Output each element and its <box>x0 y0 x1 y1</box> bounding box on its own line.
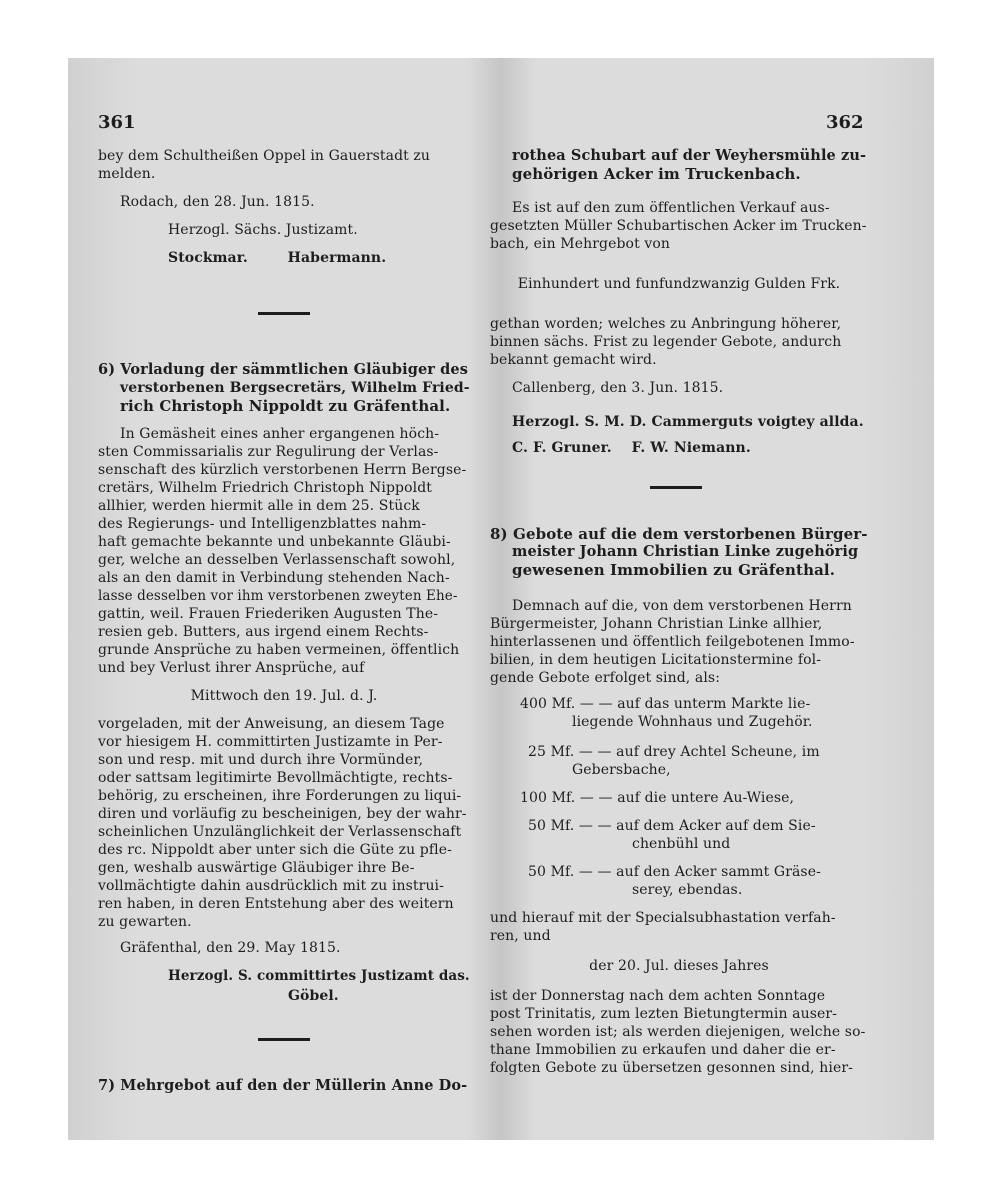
text-line: scheinlichen Unzulänglichkeit der Verlassenschaft <box>98 824 462 840</box>
text-line: resien geb. Butters, aus irgend einem Rechts- <box>98 624 429 640</box>
text-line: ren haben, in deren Entstehung aber des weitern <box>98 896 454 912</box>
text-line: son und resp. mit und durch ihre Vormünder, <box>98 752 424 768</box>
signature-names: C. F. Gruner. F. W. Niemann. <box>512 440 751 456</box>
text-line: In Gemäsheit eines anher ergangenen höch- <box>120 426 440 442</box>
bid-item: 50 Mf. — — auf den Acker sammt Gräse- <box>528 864 821 880</box>
section-heading: verstorbenen Bergsecretärs, Wilhelm Fried- <box>120 380 470 396</box>
section-heading: gehörigen Acker im Truckenbach. <box>512 165 801 183</box>
bid-item: 25 Mf. — — auf drey Achtel Scheune, im <box>528 744 820 760</box>
text-line: gesetzten Müller Schubartischen Acker im Trucken- <box>490 218 867 234</box>
text-line: Demnach auf die, von dem verstorbenen Herrn <box>512 598 852 614</box>
text-line: haft gemachte bekannte und unbekannte Gläubi- <box>98 534 451 550</box>
text-line: bey dem Schultheißen Oppel in Gauerstadt zu <box>98 148 431 164</box>
text-line: binnen sächs. Frist zu legender Gebote, andurch <box>490 334 842 350</box>
bid-item-cont: Gebersbache, <box>572 762 671 778</box>
text-line: post Trinitatis, zum lezten Bietungtermin auser- <box>490 1006 837 1022</box>
bid-item: 100 Mf. — — auf die untere Au-Wiese, <box>520 790 795 806</box>
text-line: vollmächtigte dahin ausdrücklich mit zu instrui- <box>98 878 444 894</box>
signature-names: Stockmar. Habermann. <box>168 250 387 266</box>
text-line: allhier, werden hiermit alle in dem 25. Stück <box>98 498 420 514</box>
text-line: des rc. Nippoldt aber unter sich die Güte zu pfle- <box>98 842 452 858</box>
text-line: gethan worden; welches zu Anbringung höherer, <box>490 316 842 332</box>
text-line: behörig, zu erscheinen, ihre Forderungen zu liqui- <box>98 788 462 804</box>
text-line: des Regierungs- und Intelligenzblattes nahm- <box>98 516 427 532</box>
section-divider <box>650 486 702 489</box>
section-heading: rich Christoph Nippoldt zu Gräfenthal. <box>120 397 451 415</box>
section-heading: gewesenen Immobilien zu Gräfenthal. <box>512 561 836 579</box>
text-line: vorgeladen, mit der Anweisung, an diesem Tage <box>98 716 445 732</box>
text-line: und hierauf mit der Specialsubhastation verfah- <box>490 910 836 926</box>
bid-item-cont: serey, ebendas. <box>632 882 743 898</box>
term-date: der 20. Jul. dieses Jahres <box>589 958 769 974</box>
text-line: lasse desselben vor ihm verstorbenen zweyten Ehe- <box>98 588 458 604</box>
bid-amount: Einhundert und funfundzwanzig Gulden Frk. <box>517 276 841 292</box>
text-line: gen, weshalb auswärtige Gläubiger ihre Be- <box>98 860 415 876</box>
text-line: ger, welche an desselben Verlassenschaft sowohl, <box>98 552 456 568</box>
section-divider <box>258 1038 310 1041</box>
section-divider <box>258 312 310 315</box>
text-line: sten Commissarialis zur Regulirung der Verlas- <box>98 444 439 460</box>
bid-item: 400 Mf. — — auf das unterm Markte lie- <box>520 696 811 712</box>
text-line: bekannt gemacht wird. <box>490 352 657 368</box>
text-line: sehen worden ist; als werden diejenigen, welche so- <box>490 1024 866 1040</box>
text-line: folgten Gebote zu übersetzen gesonnen sind, hier- <box>490 1060 853 1076</box>
section-heading: meister Johann Christian Linke zugehörig <box>512 543 859 560</box>
text-line: vor hiesigem H. committirten Justizamte in Per- <box>98 734 443 750</box>
text-line: als an den damit in Verbindung stehenden Nach- <box>98 570 450 586</box>
text-line: cretärs, Wilhelm Friedrich Christoph Nippoldt <box>98 480 432 496</box>
signature-office: Herzogl. S. committirtes Justizamt das. <box>168 968 470 984</box>
signature-office: Herzogl. S. M. D. Cammerguts voigtey allda. <box>512 414 864 430</box>
place-date: Rodach, den 28. Jun. 1815. <box>120 194 315 210</box>
section-heading: 6) Vorladung der sämmtlichen Gläubiger des <box>98 361 468 378</box>
place-date: Gräfenthal, den 29. May 1815. <box>120 940 341 956</box>
section-heading: 8) Gebote auf die dem verstorbenen Bürger- <box>490 525 868 543</box>
place-date: Callenberg, den 3. Jun. 1815. <box>512 380 724 396</box>
text-line: ren, und <box>490 928 551 944</box>
text-line: thane Immobilien zu erkaufen und daher die er- <box>490 1042 836 1058</box>
text-line: zu gewarten. <box>98 914 192 930</box>
text-line: Es ist auf den zum öffentlichen Verkauf aus- <box>512 200 830 216</box>
text-line: diren und vorläufig zu bescheinigen, bey der wahr- <box>98 806 467 822</box>
text-line: hinterlassenen und öffentlich feilgebotenen Immo- <box>490 634 855 650</box>
text-line: gende Gebote erfolget sind, als: <box>490 670 721 686</box>
bid-item-cont: chenbühl und <box>632 836 731 852</box>
bid-item: 50 Mf. — — auf dem Acker auf dem Sie- <box>528 818 816 834</box>
text-line: und bey Verlust ihrer Ansprüche, auf <box>98 660 365 676</box>
text-line: bilien, in dem heutigen Licitationstermine fol- <box>490 652 822 668</box>
text-line: oder sattsam legitimirte Bevollmächtigte, rechts- <box>98 770 453 786</box>
text-line: Bürgermeister, Johann Christian Linke allhier, <box>490 616 823 632</box>
signature-names: Göbel. <box>288 988 339 1004</box>
text-line: bach, ein Mehrgebot von <box>490 236 670 252</box>
section-heading: 7) Mehrgebot auf den der Müllerin Anne Do- <box>98 1077 468 1094</box>
text-line: grunde Ansprüche zu haben vermeinen, öffentlich <box>98 642 460 658</box>
signature-office: Herzogl. Sächs. Justizamt. <box>168 222 358 238</box>
section-heading: rothea Schubart auf der Weyhersmühle zu- <box>512 147 867 164</box>
bid-item-cont: liegende Wohnhaus und Zugehör. <box>572 714 813 730</box>
text-line: senschaft des kürzlich verstorbenen Herrn Bergse- <box>98 462 467 478</box>
page-number-left: 361 <box>98 112 136 133</box>
text-line: melden. <box>98 166 156 182</box>
text-line: ist der Donnerstag nach dem achten Sonntage <box>490 988 826 1004</box>
text-line: gattin, weil. Frauen Friederiken Augusten The- <box>98 606 439 622</box>
page-number-right: 362 <box>826 112 864 133</box>
hearing-date: Mittwoch den 19. Jul. d. J. <box>190 688 378 704</box>
